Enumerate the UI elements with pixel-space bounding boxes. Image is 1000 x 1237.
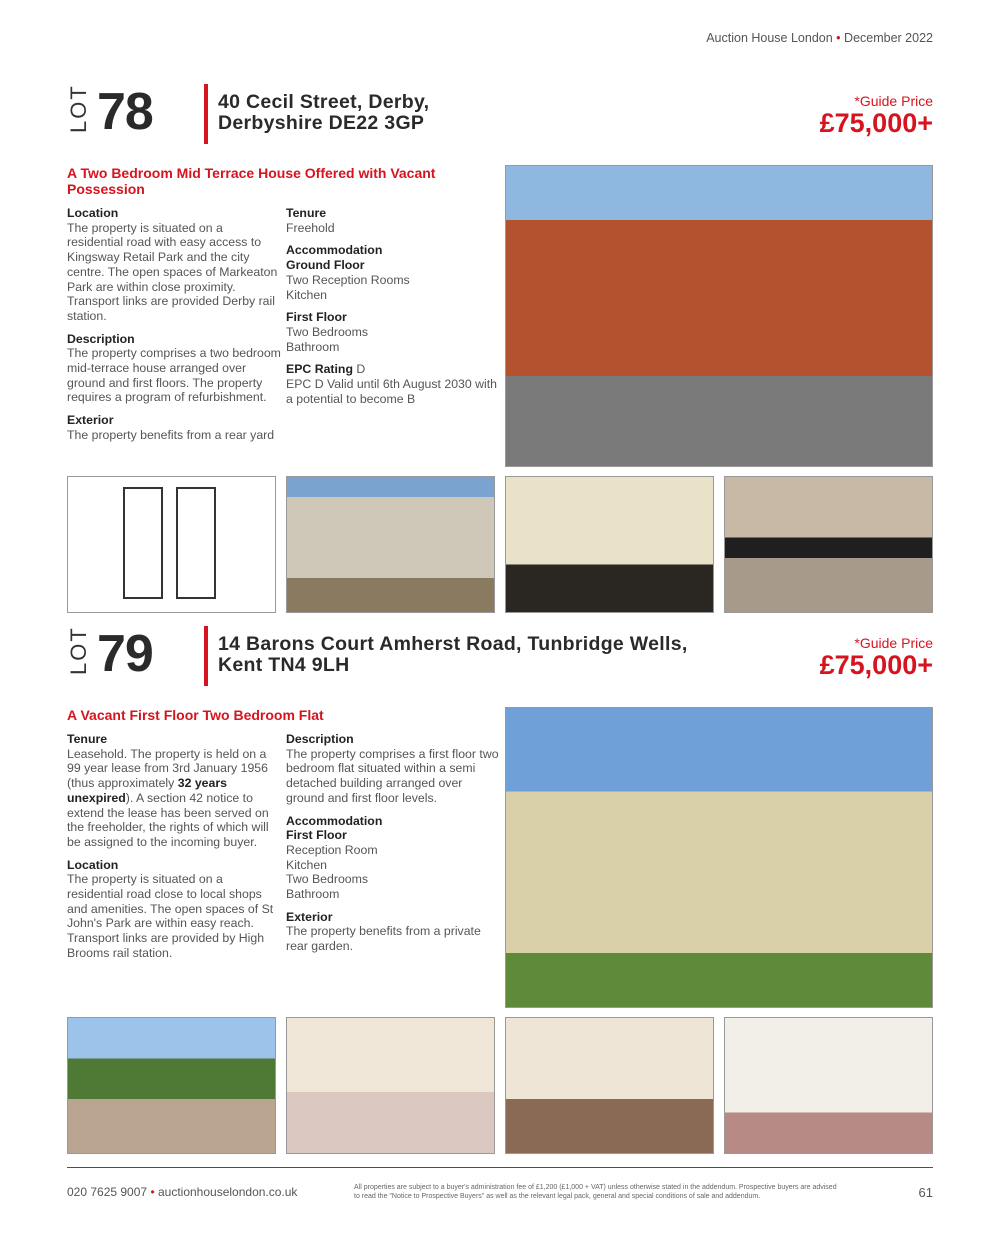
- issue-date: December 2022: [844, 31, 933, 45]
- lot-number: 78: [97, 83, 153, 141]
- divider: [204, 84, 208, 144]
- lot-address: 40 Cecil Street, Derby, Derbyshire DE22 3GP: [218, 91, 430, 134]
- lot-address: 14 Barons Court Amherst Road, Tunbridge Wells, Kent TN4 9LH: [218, 633, 688, 676]
- lot-details-left: Location The property is situated on a residential road with easy access to Kingsway Retail Park and the city centre. The open spaces of Markeaton Park are within close proximity. Transport links are provided Derby rail station. Description The property comprises a two bedroom mid-terrace house arranged over ground and first floors. The property requires a program of refurbishment. Exterior The property benefits from a rear yard: [67, 206, 281, 442]
- page-header: [706, 31, 933, 45]
- phone: 020 7625 9007: [67, 1185, 148, 1199]
- guide-price: *Guide Price £75,000+: [819, 635, 933, 680]
- photo-rear-yard: [286, 476, 495, 613]
- page-number: 61: [918, 1185, 933, 1200]
- photo-floor-plan: [67, 476, 276, 613]
- lot-number: 79: [97, 625, 153, 683]
- photo-empty-room: [505, 476, 714, 613]
- footer-disclaimer: All properties are subject to a buyer's administration fee of £1,200 (£1,000 + VAT) unless otherwise stated in the addendum. Prospective buyers are advised to read the "Notice to Prospective Buyers" as well as the relevant legal pack, general and special conditions of sale and addendum.: [354, 1184, 837, 1200]
- website-link[interactable]: auctionhouselondon.co.uk: [157, 1185, 298, 1199]
- lot-subtitle: A Vacant First Floor Two Bedroom Flat: [67, 707, 324, 723]
- photo-second-bedroom: [724, 1017, 933, 1154]
- lot-details-right: Tenure Freehold Accommodation Ground Floor Two Reception Rooms Kitchen First Floor Two Bedrooms Bathroom EPC Rating D EPC D Valid until 6th August 2030 with a potential to become B: [286, 206, 497, 406]
- main-photo-exterior: [505, 165, 933, 467]
- lot-label: LOT: [66, 626, 91, 675]
- lot-subtitle: A Two Bedroom Mid Terrace House Offered with Vacant Possession: [67, 165, 436, 197]
- footer-contact: 020 7625 9007 • auctionhouselondon.co.uk: [67, 1185, 298, 1199]
- footer-divider: [67, 1167, 933, 1168]
- lot-label: LOT: [66, 84, 91, 133]
- photo-bedroom: [286, 1017, 495, 1154]
- publisher: Auction House London: [706, 31, 833, 45]
- lot-details-right: Description The property comprises a first floor two bedroom flat situated within a semi detached building arranged over ground and first floor levels. Accommodation First Floor Reception Room Kitchen Two Bedrooms Bathroom Exterior The property benefits from a private rear garden.: [286, 732, 499, 954]
- photo-kitchen: [724, 476, 933, 613]
- lot-details-left: Tenure Leasehold. The property is held on a 99 year lease from 3rd January 1956 (thus approximately 32 years unexpired). A section 42 notice to extend the lease has been served on the freeholder, the rights of which will be assigned to the incoming buyer. Location The property is situated on a residential road close to local shops and amenities. The open spaces of St John's Park are within easy reach. Transport links are provided by High Brooms rail station.: [67, 732, 274, 960]
- main-photo-exterior: [505, 707, 933, 1008]
- photo-garden: [67, 1017, 276, 1154]
- photo-reception-room: [505, 1017, 714, 1154]
- divider: [204, 626, 208, 686]
- separator: •: [836, 31, 841, 45]
- guide-price: *Guide Price £75,000+: [819, 93, 933, 138]
